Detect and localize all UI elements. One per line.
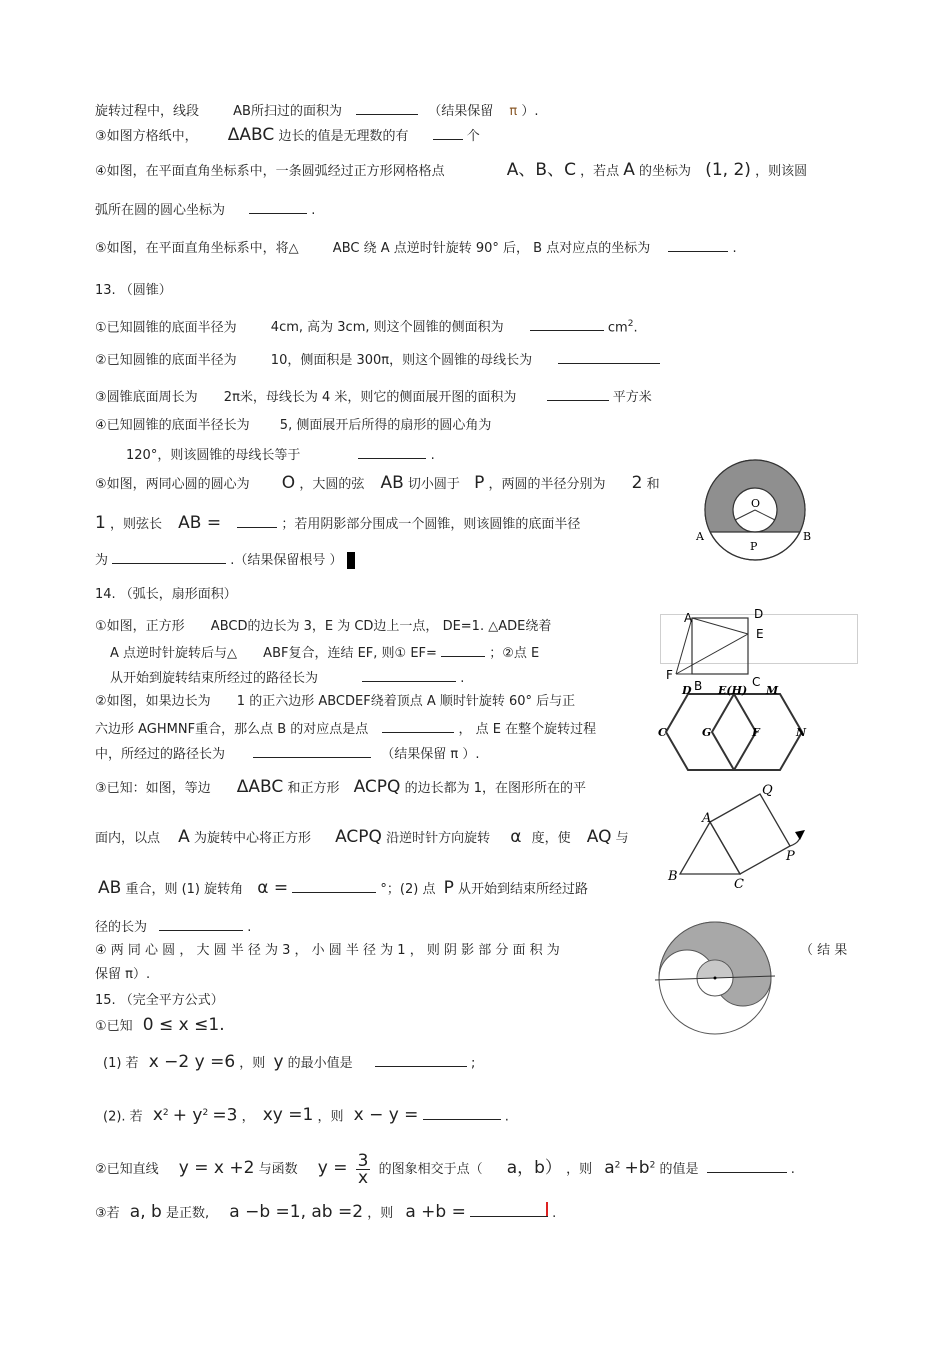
- arc-q1-cont: A 点逆时针旋转后与△ ABF复合，连结 EF, 则① EF= ；②点 E: [110, 642, 539, 663]
- arc-q3-end: AB 重合，则 (1) 旋转角 α = °；(2) 点 P 从开始到结束所经过路: [98, 878, 589, 898]
- sq-q1: ①已知 0 ≤ x ≤1.: [95, 1015, 225, 1035]
- answer-blank[interactable]: [382, 718, 454, 733]
- answer-blank[interactable]: [668, 237, 728, 252]
- label-F: F: [752, 726, 760, 739]
- label-C: C: [658, 726, 667, 739]
- arc-q2-cont: 六边形 AGHMNF重合，那么点 B 的对应点是点 ， 点 E 在整个旋转过程: [95, 718, 596, 739]
- line-arc-points: ④如图，在平面直角坐标系中，一条圆弧经过正方形网格格点 A、B、C ，若点 A 的坐标为 (1, 2) ，则该圆: [95, 160, 808, 180]
- answer-blank[interactable]: [112, 549, 226, 564]
- sq-q1-part1: (1) 若 x −2 y =6 ，则 y 的最小值是 ;: [103, 1052, 476, 1072]
- line-grid-triangle: ③如图方格纸中， ΔABC 边长的值是无理数的有 个: [95, 125, 480, 145]
- label-P: P: [786, 849, 795, 864]
- label-B: B: [803, 530, 812, 543]
- answer-blank[interactable]: [547, 386, 609, 401]
- section-13-heading: 13. （圆锥）: [95, 283, 172, 298]
- cone-q4: ④已知圆锥的底面半径长为 5, 侧面展开后所得的扇形的圆心角为: [95, 418, 492, 433]
- label-P: P: [750, 540, 758, 553]
- hexagon-figure: [656, 680, 816, 776]
- shaded-circles-figure: [650, 918, 780, 1038]
- answer-blank[interactable]: [356, 100, 418, 115]
- sq-q1-part2: (2). 若 $x^2 + y^2 =3$ ， xy =1 ，则 x − y = .: [103, 1105, 509, 1126]
- answer-blank[interactable]: [558, 349, 660, 364]
- label-F: F: [666, 668, 673, 682]
- label-A: A: [696, 530, 704, 543]
- answer-blank[interactable]: [441, 642, 485, 657]
- answer-blank[interactable]: [249, 199, 307, 214]
- arc-q3-cont: 面内，以点 A 为旋转中心将正方形 ACPQ 沿逆时针方向旋转 α 度，使 AQ 与: [95, 827, 629, 847]
- arc-q2-end: 中，所经过的路径长为 （结果保留 π ）.: [95, 743, 480, 764]
- section-14-heading: 14. （弧长，扇形面积）: [95, 587, 237, 602]
- section-15-heading: 15. （完全平方公式）: [95, 993, 224, 1008]
- label-D: D: [682, 684, 692, 697]
- label-O: O: [751, 497, 761, 510]
- sq-q2: ②已知直线 y = x +2 与函数 y = $\frac{3}{x}$ 的图象相交于点（ a，b） ，则 $a^2 +b^2$ 的值是 .: [95, 1151, 795, 1188]
- answer-blank[interactable]: [292, 878, 376, 893]
- arc-q2: ②如图，如果边长为 1 的正六边形 ABCDEF绕着顶点 A 顺时针旋转 60° 后与正: [95, 694, 576, 709]
- cone-q4-cont: 120°，则该圆锥的母线长等于 .: [126, 444, 435, 465]
- label-A: A: [684, 611, 693, 625]
- answer-blank[interactable]: [423, 1105, 501, 1120]
- cone-q5-cont: 1 ，则弦长 AB = ；若用阴影部分围成一个圆锥，则该圆锥的底面半径: [95, 513, 581, 533]
- label-A: A: [702, 811, 712, 826]
- answer-blank[interactable]: [707, 1158, 787, 1173]
- label-G: G: [702, 726, 712, 739]
- arc-q1-end: 从开始到旋转结束所经过的路径长为 .: [110, 667, 464, 688]
- answer-blank[interactable]: [375, 1052, 467, 1067]
- answer-blank[interactable]: [358, 444, 426, 459]
- label-C: C: [752, 675, 761, 689]
- label-M: M: [766, 684, 779, 697]
- arc-q1: ①如图，正方形 ABCD的边长为 3，E 为 CD边上一点， DE=1. △ADE绕着: [95, 619, 552, 634]
- fraction: $\frac{3}{x}$: [357, 1151, 369, 1188]
- label-N: N: [796, 726, 807, 739]
- label-C: C: [734, 877, 744, 892]
- label-D: D: [754, 607, 764, 621]
- answer-blank[interactable]: [470, 1202, 548, 1217]
- arc-q4-note: （ 结 果: [800, 943, 848, 958]
- triangle-square-figure: [664, 778, 814, 892]
- answer-blank[interactable]: [362, 667, 456, 682]
- answer-blank[interactable]: [530, 316, 604, 331]
- label-Q: Q: [762, 783, 773, 798]
- text-cursor: [347, 552, 355, 569]
- answer-blank[interactable]: [237, 513, 277, 528]
- label-E: E: [756, 627, 764, 641]
- label-B: B: [694, 679, 703, 693]
- cone-q5: ⑤如图，两同心圆的圆心为 O ，大圆的弦 AB 切小圆于 P ，两圆的半径分别为 2 和: [95, 473, 660, 493]
- cone-q1: ①已知圆锥的底面半径为 4cm, 高为 3cm, 则这个圆锥的侧面积为 $cm^2$.: [95, 315, 638, 337]
- answer-blank[interactable]: [159, 916, 243, 931]
- cone-q5-end: 为 .（结果保留根号 ）: [95, 549, 355, 570]
- answer-blank[interactable]: [253, 743, 371, 758]
- cone-q2: ②已知圆锥的底面半径为 10，侧面积是 300π，则这个圆锥的母线长为: [95, 349, 660, 370]
- arc-q4-cont: 保留 π）.: [95, 967, 151, 982]
- sq-q3: ③若 a, b 是正数, a −b =1, ab =2 ，则 a +b = .: [95, 1202, 557, 1222]
- answer-blank[interactable]: [433, 125, 463, 140]
- concentric-circles-figure: [690, 458, 820, 568]
- arc-q3: ③已知：如图，等边 ΔABC 和正方形 ACPQ 的边长都为 1，在图形所在的平: [95, 777, 586, 797]
- arc-q4: ④ 两 同 心 圆 ， 大 圆 半 径 为 3 ， 小 圆 半 径 为 1 ， 则 阴 影 部 分 面 积 为: [95, 943, 560, 958]
- cone-q3: ③圆锥底面周长为 2π米，母线长为 4 米，则它的侧面展开图的面积为 平方米: [95, 386, 652, 407]
- arc-q3-path: 径的长为 .: [95, 916, 251, 937]
- line-rotation-area: 旋转过程中，线段 AB所扫过的面积为 （结果保留 π ）.: [95, 100, 539, 121]
- label-EH: E(H): [718, 684, 748, 697]
- line-rotate-abc: ⑤如图，在平面直角坐标系中，将△ ABC 绕 A 点逆时针旋转 90° 后， B 点对应点的坐标为 .: [95, 237, 737, 258]
- line-arc-center: 弧所在圆的圆心坐标为 .: [95, 199, 315, 220]
- label-B: B: [668, 869, 678, 884]
